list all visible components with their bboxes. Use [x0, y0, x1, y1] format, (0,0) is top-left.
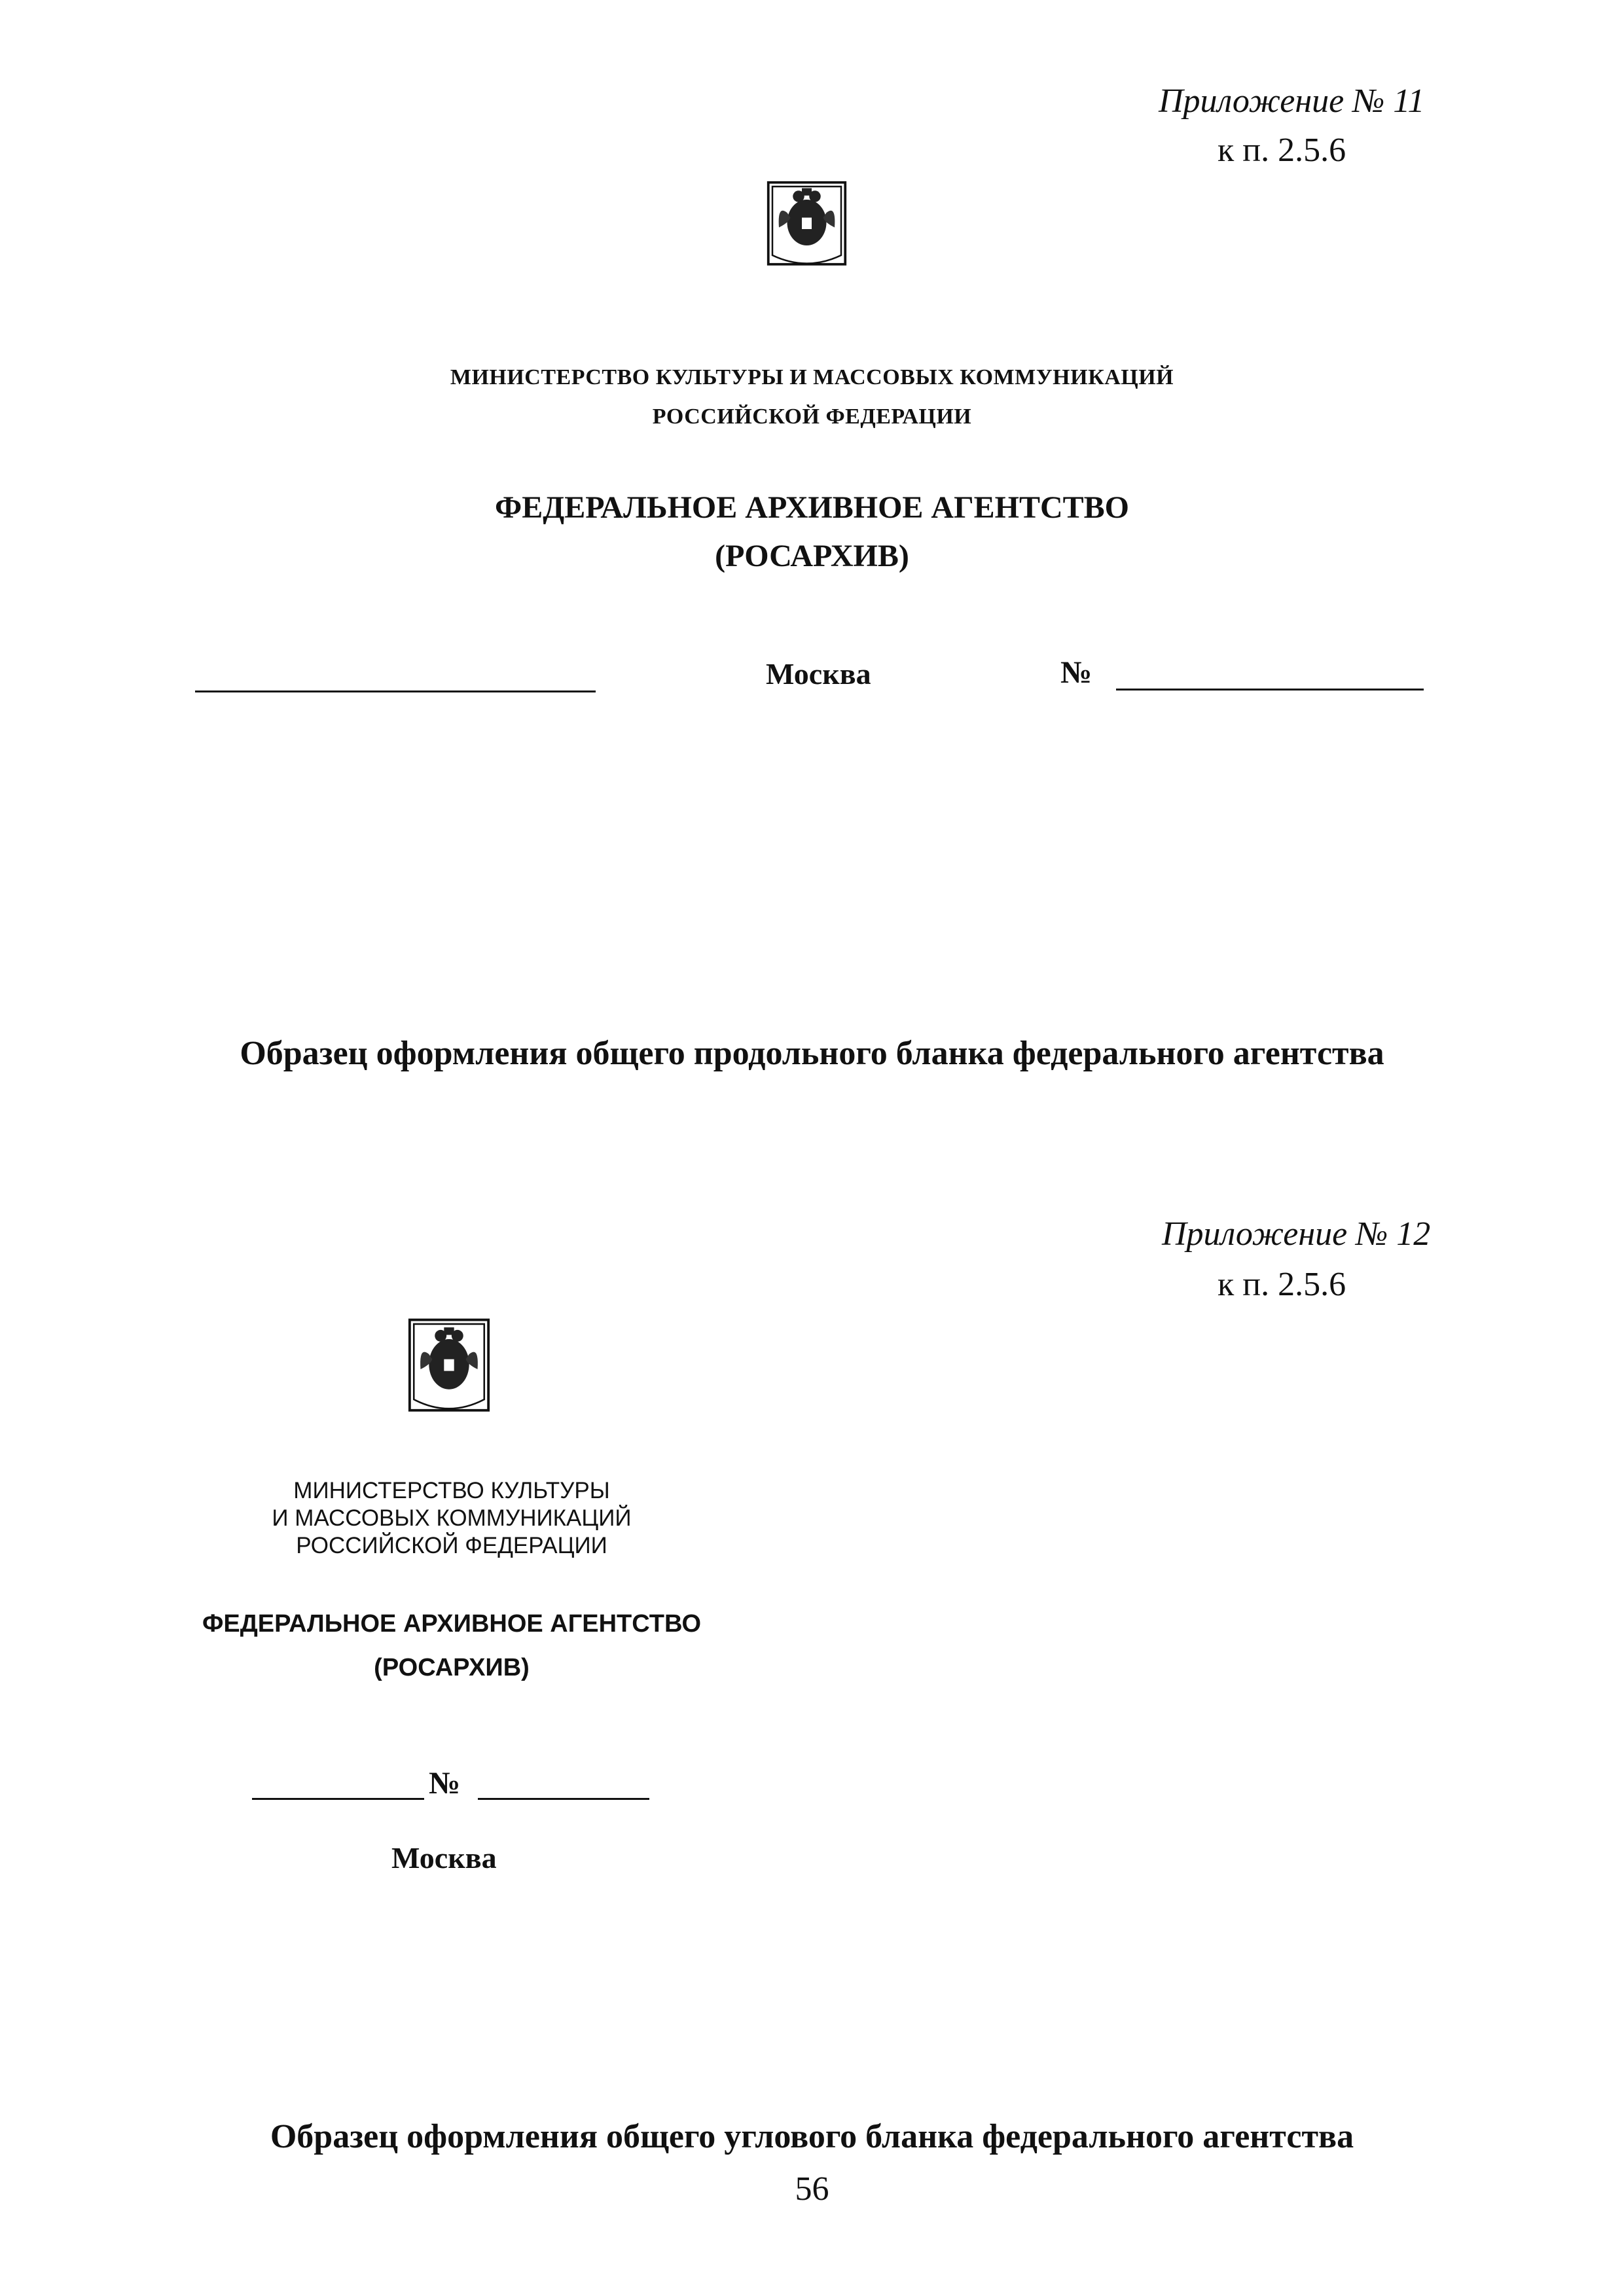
annex-12-agency-line1: ФЕДЕРАЛЬНОЕ АРХИВНОЕ АГЕНТСТВО: [202, 1610, 702, 1638]
annex-12-ministry-line2: И МАССОВЫХ КОММУНИКАЦИЙ: [272, 1505, 632, 1531]
annex-12-title: Приложение № 12: [1162, 1215, 1431, 1253]
annex-12-caption: Образец оформления общего углового бланка федерального агентства: [270, 2118, 1354, 2155]
annex-12-date-line: [252, 1798, 424, 1800]
coat-of-arms-icon: [407, 1317, 491, 1418]
annex-12-number-line: [478, 1798, 649, 1800]
annex-12-ministry-line3: РОССИЙСКОЙ ФЕДЕРАЦИИ: [296, 1533, 607, 1558]
page-number: 56: [795, 2170, 829, 2208]
annex-11-number-line: [1116, 689, 1424, 691]
annex-12-reference: к п. 2.5.6: [1218, 1266, 1346, 1303]
annex-12-agency-line2: (РОСАРХИВ): [374, 1654, 530, 1681]
annex-11-ministry-line2: РОССИЙСКОЙ ФЕДЕРАЦИИ: [652, 404, 972, 429]
annex-11-reference: к п. 2.5.6: [1218, 132, 1346, 169]
annex-11-title: Приложение № 11: [1159, 82, 1425, 120]
annex-12-city: Москва: [391, 1841, 497, 1874]
annex-11-caption: Образец оформления общего продольного бланка федерального агентства: [240, 1035, 1384, 1072]
annex-11-date-line: [195, 691, 596, 692]
coat-of-arms-icon: [766, 180, 848, 272]
annex-12-number-sign: №: [429, 1766, 461, 1801]
annex-11-number-sign: №: [1060, 655, 1092, 690]
annex-11-ministry-line1: МИНИСТЕРСТВО КУЛЬТУРЫ И МАССОВЫХ КОММУНИКАЦИЙ: [450, 365, 1174, 389]
annex-11-agency-line1: ФЕДЕРАЛЬНОЕ АРХИВНОЕ АГЕНТСТВО: [494, 490, 1130, 525]
annex-12-ministry-line1: МИНИСТЕРСТВО КУЛЬТУРЫ: [293, 1478, 610, 1503]
annex-11-city: Москва: [766, 657, 871, 691]
annex-11-agency-line2: (РОСАРХИВ): [715, 539, 909, 573]
